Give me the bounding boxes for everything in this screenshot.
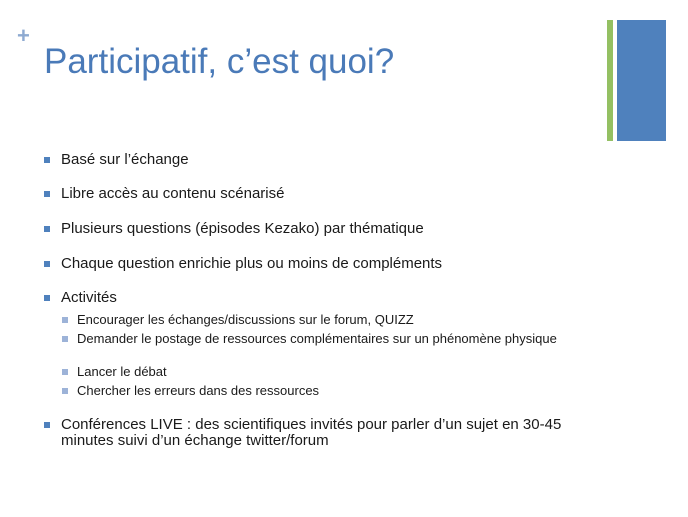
- square-sub-bullet-icon: [62, 388, 68, 394]
- square-bullet-icon: [44, 261, 50, 267]
- green-accent-bar: [607, 20, 613, 141]
- square-bullet-icon: [44, 157, 50, 163]
- bullet-item: [44, 221, 604, 237]
- sub-bullet-text: Chercher les erreurs dans des ressources: [77, 383, 320, 398]
- square-sub-bullet-icon: [62, 317, 68, 323]
- sub-bullet-item: [62, 332, 562, 346]
- bullet-item: [44, 290, 604, 306]
- square-bullet-icon: [44, 295, 50, 301]
- bullet-text: Activités: [61, 289, 117, 306]
- square-bullet-icon: [44, 191, 50, 197]
- sub-bullet-text: Lancer le débat: [77, 364, 167, 379]
- bullet-text: Conférences LIVE : des scientifiques invités pour parler d’un sujet en 30-45 minutes suivi d’un échange twitter/forum: [61, 416, 562, 449]
- bullet-item: [44, 152, 604, 168]
- plus-icon: +: [17, 23, 30, 48]
- square-sub-bullet-icon: [62, 369, 68, 375]
- sub-bullet-item: [62, 313, 582, 327]
- bullet-text: Libre accès au contenu scénarisé: [61, 185, 285, 202]
- sub-bullet-item: [62, 365, 582, 379]
- sub-bullet-text: Demander le postage de ressources complémentaires sur un phénomène physique: [77, 331, 557, 346]
- bullet-text: Basé sur l’échange: [61, 151, 189, 168]
- bullet-text: Plusieurs questions (épisodes Kezako) par thématique: [61, 220, 424, 237]
- sub-bullet-text: Encourager les échanges/discussions sur le forum, QUIZZ: [77, 312, 414, 327]
- bullet-item: [44, 186, 604, 202]
- bullet-item: [44, 256, 604, 272]
- bullet-item: [44, 417, 589, 449]
- bullet-text: Chaque question enrichie plus ou moins de compléments: [61, 255, 443, 272]
- square-bullet-icon: [44, 422, 50, 428]
- square-bullet-icon: [44, 226, 50, 232]
- sub-bullet-item: [62, 384, 582, 398]
- slide-title: Participatif, c’est quoi?: [44, 42, 395, 81]
- square-sub-bullet-icon: [62, 336, 68, 342]
- blue-accent-block: [617, 20, 666, 141]
